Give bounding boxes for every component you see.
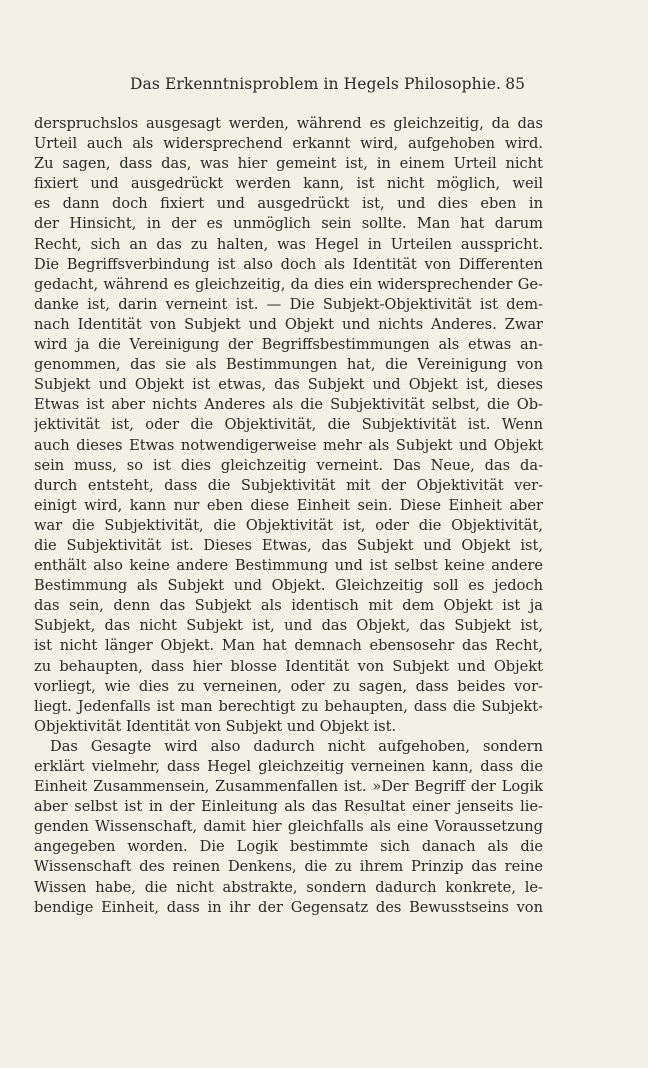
text-line: zu behaupten, dass hier blosse Identität von Subjekt und Objekt xyxy=(34,657,543,675)
text-line: war die Subjektivität, die Objektivität ist, oder die Objektivität, xyxy=(34,516,543,534)
text-line: angegeben worden. Die Logik bestimmte sich danach als die xyxy=(34,838,543,856)
text-line: die Subjektivität ist. Dieses Etwas, das Subjekt und Objekt ist, xyxy=(34,536,543,554)
text-line: nach Identität von Subjekt und Objekt und nichts Anderes. Zwar xyxy=(34,315,543,333)
text-line: gedacht, während es gleichzeitig, da dies ein widersprechender Ge- xyxy=(34,275,543,293)
text-line: auch dieses Etwas notwendigerweise mehr als Subjekt und Objekt xyxy=(34,436,543,454)
running-title: Das Erkenntnisproblem in Hegels Philosophie. xyxy=(130,75,502,93)
text-line: Zu sagen, dass das, was hier gemeint ist, in einem Urteil nicht xyxy=(34,155,543,173)
text-line: Wissen habe, die nicht abstrakte, sondern dadurch konkrete, le- xyxy=(34,878,543,896)
text-line: der Hinsicht, in der es unmöglich sein sollte. Man hat darum xyxy=(34,215,543,233)
text-line: enthält also keine andere Bestimmung und ist selbst keine andere xyxy=(34,557,543,575)
text-line: derspruchslos ausgesagt werden, während es gleichzeitig, da das xyxy=(34,115,543,132)
text-line: Wissenschaft des reinen Denkens, die zu ihrem Prinzip das reine xyxy=(34,858,543,876)
text-line: Subjekt und Objekt ist etwas, das Subjekt und Objekt ist, dieses xyxy=(34,376,543,394)
text-line: sein muss, so ist dies gleichzeitig verneint. Das Neue, das da- xyxy=(34,456,543,474)
text-line: danke ist, darin verneint ist. — Die Subjekt-Objektivität ist dem- xyxy=(34,295,543,313)
text-line: durch entsteht, dass die Subjektivität mit der Objektivität ver- xyxy=(34,476,543,494)
text-line: Urteil auch als widersprechend erkannt wird, aufgehoben wird. xyxy=(34,135,543,153)
text-line: vorliegt, wie dies zu verneinen, oder zu sagen, dass beides vor- xyxy=(34,677,543,695)
text-line: es dann doch fixiert und ausgedrückt ist, und dies eben in xyxy=(34,195,543,213)
text-line: fixiert und ausgedrückt werden kann, ist nicht möglich, weil xyxy=(34,175,543,193)
text-line: bendige Einheit, dass in ihr der Gegensatz des Bewusstseins von xyxy=(34,898,543,916)
text-line: Die Begriffsverbindung ist also doch als Identität von Differenten xyxy=(34,255,543,273)
text-line: Objektivität Identität von Subjekt und Objekt ist. xyxy=(34,717,397,735)
text-line: Recht, sich an das zu halten, was Hegel in Urteilen ausspricht. xyxy=(34,235,543,253)
body-text xyxy=(34,114,543,918)
text-line: genden Wissenschaft, damit hier gleichfalls als eine Voraussetzung xyxy=(34,818,543,836)
text-line: ist nicht länger Objekt. Man hat demnach ebensosehr das Recht, xyxy=(34,637,543,655)
text-line: Etwas ist aber nichts Anderes als die Subjektivität selbst, die Ob- xyxy=(34,396,543,414)
text-line: das sein, denn das Subjekt als identisch mit dem Objekt ist ja xyxy=(34,597,543,615)
text-line: einigt wird, kann nur eben diese Einheit sein. Diese Einheit aber xyxy=(34,496,543,514)
text-line: Das Gesagte wird also dadurch nicht aufgehoben, sondern xyxy=(50,737,543,755)
text-line: wird ja die Vereinigung der Begriffsbestimmungen als etwas an- xyxy=(34,336,543,354)
page-number: 85 xyxy=(505,75,525,93)
text-line: Subjekt, das nicht Subjekt ist, und das Objekt, das Subjekt ist, xyxy=(34,617,543,635)
text-line: Bestimmung als Subjekt und Objekt. Gleichzeitig soll es jedoch xyxy=(34,577,543,595)
text-line: liegt. Jedenfalls ist man berechtigt zu behaupten, dass die Subjekt- xyxy=(34,697,543,715)
text-line: genommen, das sie als Bestimmungen hat, die Vereinigung von xyxy=(34,356,543,374)
text-line: erklärt vielmehr, dass Hegel gleichzeitig verneinen kann, dass die xyxy=(34,758,543,775)
text-line: jektivität ist, oder die Objektivität, die Subjektivität ist. Wenn xyxy=(34,416,543,434)
text-line: aber selbst ist in der Einleitung als das Resultat einer jenseits lie- xyxy=(34,798,543,816)
text-line: Einheit Zusammensein, Zusammenfallen ist. »Der Begriff der Logik xyxy=(34,778,543,796)
running-header xyxy=(130,75,525,97)
